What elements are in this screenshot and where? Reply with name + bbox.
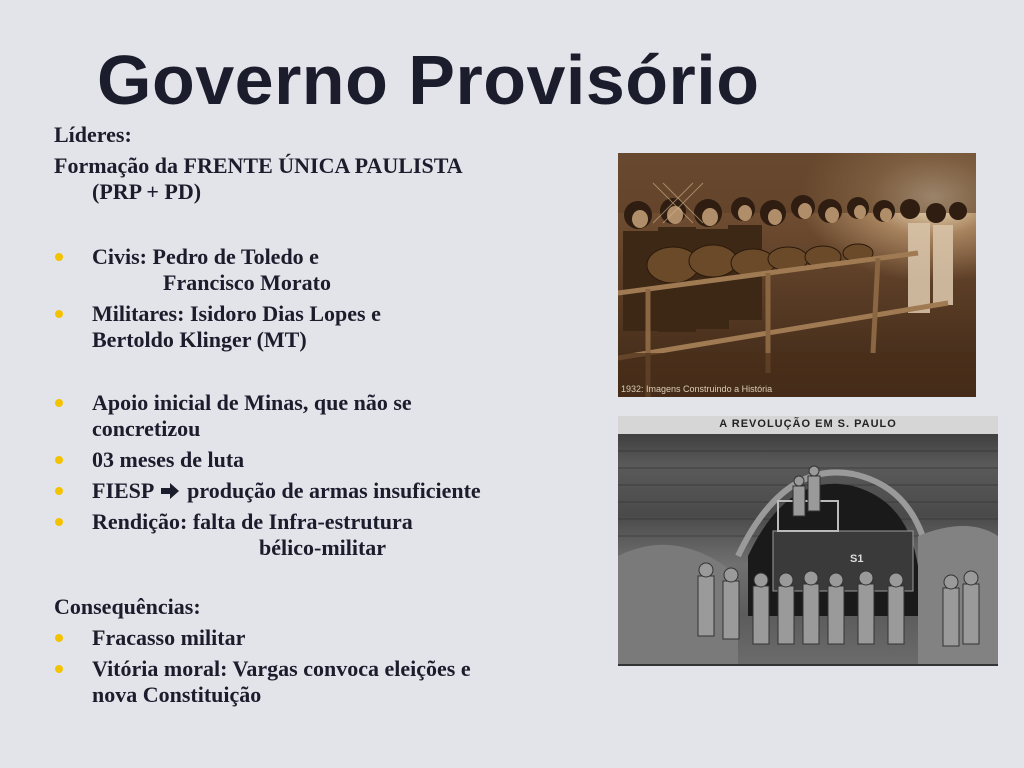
militares-line-2: Bertoldo Klinger (MT) [92, 327, 307, 352]
photo1-watermark: 1932: Imagens Construindo a História [621, 384, 773, 394]
bullet-militares [54, 301, 599, 353]
rendicao-line-1: Rendição: falta de Infra-estrutura [92, 509, 413, 534]
vitoria-line-2: nova Constituição [92, 682, 262, 707]
leaders-heading: Líderes: [54, 122, 132, 147]
slide-title: Governo Provisório [97, 41, 760, 119]
historical-photo-tunnel [618, 416, 998, 666]
factory-photo-graphic [618, 153, 976, 397]
front-line-1: Formação da FRENTE ÚNICA PAULISTA [54, 153, 463, 178]
apoio-line-2: concretizou [92, 416, 201, 441]
front-formation-text [54, 153, 599, 205]
consequences-heading: Consequências: [54, 594, 201, 619]
photo2-caption: A REVOLUÇÃO EM S. PAULO [719, 418, 897, 430]
apoio-line-1: Apoio inicial de Minas, que não se [92, 390, 412, 415]
bullet-vitoria [54, 656, 599, 708]
militares-line-1: Militares: Isidoro Dias Lopes e [92, 301, 381, 326]
meses-text: 03 meses de luta [92, 447, 245, 472]
fracasso-text: Fracasso militar [92, 625, 246, 650]
bullet-meses [54, 447, 599, 473]
front-line-2: (PRP + PD) [92, 179, 202, 204]
bullet-fiesp [54, 478, 599, 504]
civis-line-2: Francisco Morato [163, 270, 331, 295]
right-arrow-icon [160, 482, 180, 500]
fiesp-text: produção de armas insuficiente [187, 478, 481, 503]
rendicao-line-2: bélico-militar [259, 535, 387, 560]
slide-content [54, 122, 599, 713]
bullet-apoio [54, 390, 599, 442]
svg-text:S1: S1 [850, 553, 864, 565]
bullet-civis [54, 244, 599, 296]
bullet-fracasso [54, 625, 599, 651]
vitoria-line-1: Vitória moral: Vargas convoca eleições e [92, 656, 471, 681]
civis-line-1: Civis: Pedro de Toledo e [92, 244, 319, 269]
fiesp-label: FIESP [92, 478, 154, 503]
bullet-rendicao [54, 509, 599, 561]
historical-photo-factory [618, 153, 976, 397]
tunnel-photo-graphic [618, 416, 998, 664]
